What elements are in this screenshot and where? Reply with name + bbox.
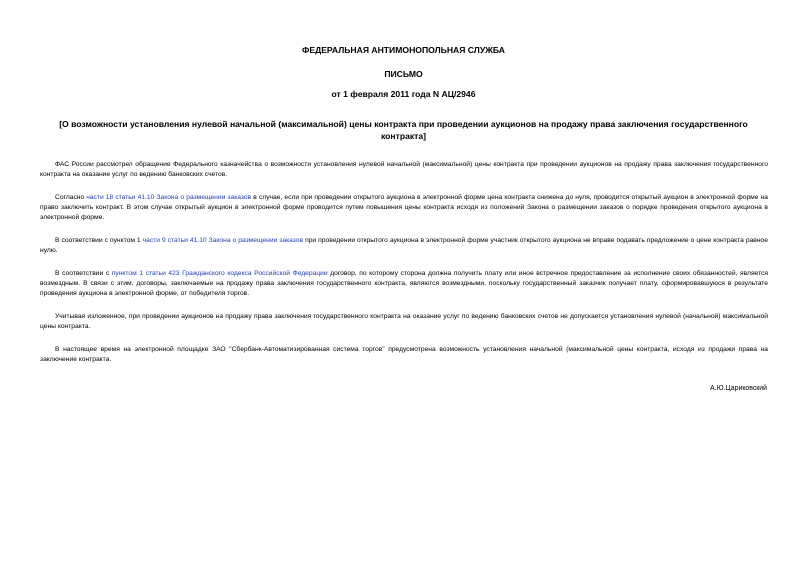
paragraph-2: [40, 193, 768, 223]
paragraph-5: Учитывая изложенное, при проведении аукционов на продажу права заключения государственного контракта на оказание услуг по ведению банковских счетов не допускается установления нулевой (начальной) максимальной цены контракта.: [40, 313, 768, 330]
paragraph-4-text-after: договор, по которому сторона должна получить плату или иное встречное предоставление за исполнение своих обязанностей, является возмездным. В связи с этим, договоры, заключаемые на продажу права заключения государственного контракта, являются возмездными, поскольку государственный заказчик получает плату, сформировавшуюся в результате проведения аукциона в электронной форме, от победителя торгов.: [40, 270, 769, 297]
law-reference-link-part18[interactable]: части 18 статьи 41.10 Закона о размещении заказов: [86, 194, 252, 201]
paragraph-3-text-after: при проведении открытого аукциона в электронной форме участник открытого аукциона не вправе подавать предложение о цене контракта равное нулю.: [40, 237, 768, 254]
paragraph-3: [40, 236, 768, 256]
paragraph-4: [40, 269, 768, 299]
civil-code-reference-link[interactable]: пунктом 1 статьи 423 Гражданского кодекса Российской Федерации: [111, 270, 328, 277]
document-title: [О возможности установления нулевой начальной (максимальной) цены контракта при проведении аукционов на продажу права заключения государственного контракта]: [59, 119, 748, 141]
agency-name: ФЕДЕРАЛЬНАЯ АНТИМОНОПОЛЬНАЯ СЛУЖБА: [302, 45, 505, 55]
document-body: [40, 160, 768, 378]
law-reference-link-part9[interactable]: части 9 статьи 41.10 Закона о размещении заказов: [142, 237, 304, 244]
document-type: ПИСЬМО: [384, 69, 423, 79]
paragraph-1: ФАС России рассмотрел обращение Федерального казначейства о возможности установления нулевой начальной (максимальной) цены контракта при проведении аукционов на продажу права заключения государственного контракта на оказание услуг по ведению банковских счетов.: [40, 161, 768, 178]
paragraph-6: В настоящее время на электронной площадке ЗАО "Сбербанк-Автоматизированная система торгов" предусмотрена возможность установления начальной (максимальной цены контракта, исходя из продажи права на заключение контракта.: [40, 346, 768, 363]
paragraph-3-text-before: В соответствии с пунктом 1: [55, 237, 143, 244]
document-date: от 1 февраля 2011 года N АЦ/2946: [331, 89, 476, 99]
paragraph-2-text-before: Согласно: [55, 194, 87, 201]
signature: А.Ю.Цариковский: [710, 385, 767, 392]
paragraph-2-text-after: в случае, если при проведении открытого аукциона в электронной форме цена контракта снижена до нуля, проводится открытый аукцион в электронной форме на право заключить контракт. В этом случае открытый аукцион в электронной форме проводится путем повышения цены контракта исходя из положений Закона о размещении заказов о порядке проведения открытого аукциона в электронной форме.: [40, 194, 768, 221]
paragraph-4-text-before: В соответствии с: [55, 270, 112, 277]
